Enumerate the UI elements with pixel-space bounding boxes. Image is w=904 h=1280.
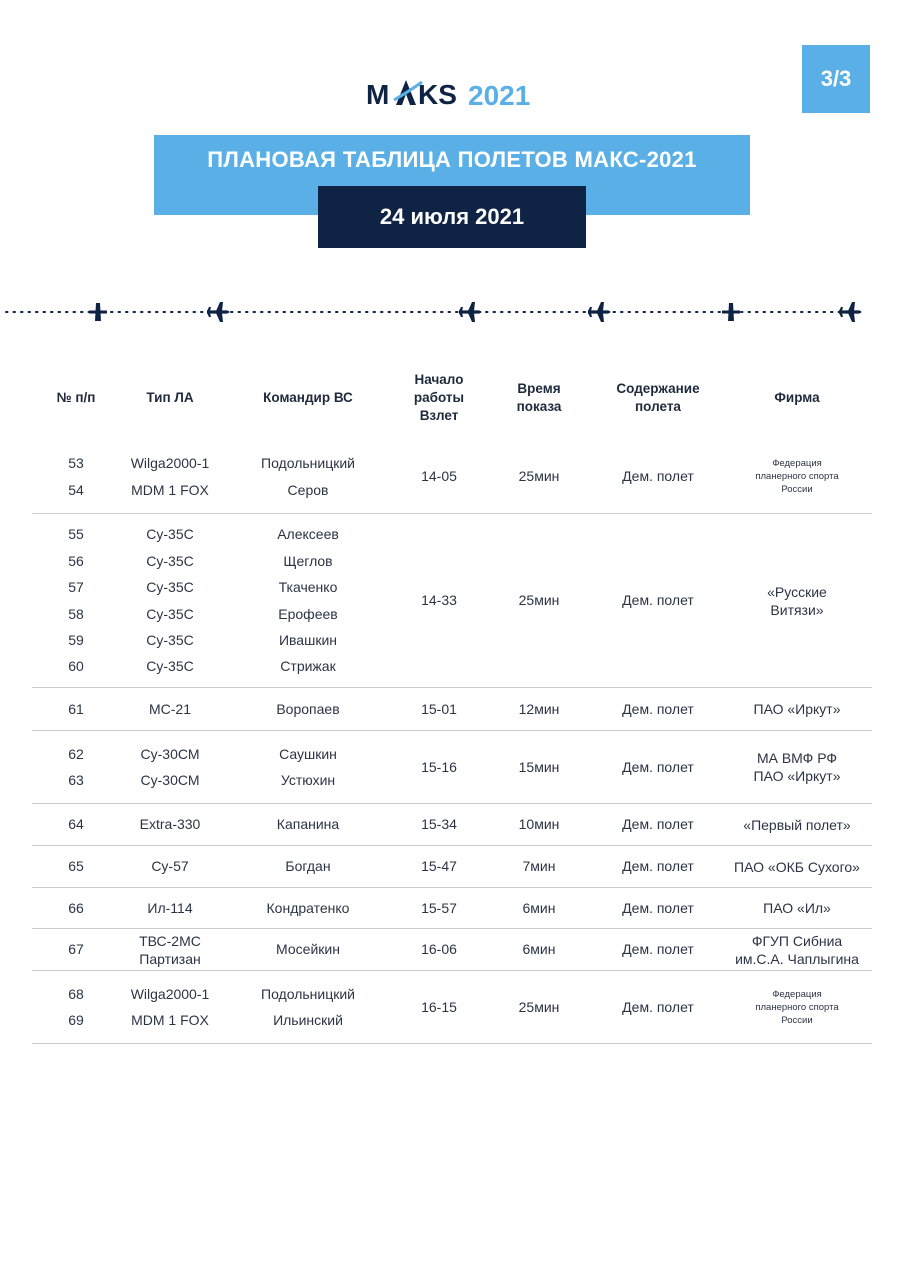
column-header-commander: Командир ВС — [263, 390, 353, 405]
cell-num-value: 65 — [68, 858, 84, 875]
cell-num-value: 63 — [68, 772, 84, 788]
cell-content — [594, 731, 722, 803]
cell-start-time-value: 15-57 — [421, 899, 457, 916]
cell-firm — [722, 440, 872, 513]
cell-num — [32, 888, 120, 928]
cell-commander — [247, 688, 369, 730]
cell-commander-value: Алексеев — [277, 526, 339, 543]
table-row — [32, 888, 872, 929]
cell-aircraft-type-value: Су-57 — [151, 858, 189, 875]
cell-firm — [722, 971, 872, 1043]
cell-content — [594, 929, 722, 970]
page-title: ПЛАНОВАЯ ТАБЛИЦА ПОЛЕТОВ МАКС-2021 — [154, 135, 750, 215]
cell-commander-value: Кондратенко — [266, 899, 350, 916]
cell-aircraft-type-value: Су-30СМ — [140, 772, 200, 788]
cell-start-time — [389, 514, 489, 687]
cell-start-time-value: 15-01 — [421, 700, 457, 717]
table-row — [32, 971, 872, 1044]
cell-commander — [247, 929, 369, 970]
cell-commander-value: Капанина — [276, 816, 340, 833]
cell-duration — [489, 804, 589, 845]
cell-firm — [722, 731, 872, 803]
column-header-type: Тип ЛА — [146, 390, 194, 405]
table-row — [32, 804, 872, 846]
cell-firm — [722, 888, 872, 928]
cell-firm — [722, 688, 872, 730]
cell-duration-value: 25мин — [518, 468, 560, 485]
cell-content-value: Дем. полет — [622, 700, 694, 717]
table-row — [32, 846, 872, 888]
cell-duration — [489, 846, 589, 887]
cell-content — [594, 514, 722, 687]
cell-firm-value: ПАО «ОКБ Сухого» — [734, 858, 860, 875]
cell-num — [32, 514, 120, 687]
cell-num — [32, 971, 120, 1043]
cell-content-value: Дем. полет — [622, 468, 694, 485]
cell-start-time — [389, 888, 489, 928]
cell-start-time-value: 15-34 — [421, 816, 457, 833]
table-row — [32, 440, 872, 514]
cell-commander-value: Подольницкий — [261, 455, 355, 472]
table-header — [32, 370, 872, 426]
schedule-date: 24 июля 2021 — [318, 186, 586, 248]
cell-aircraft-type-value: Су-35С — [146, 526, 194, 543]
flight-path-divider — [0, 296, 904, 328]
cell-num-value: 53 — [68, 455, 84, 472]
table-row — [32, 731, 872, 804]
cell-aircraft-type — [120, 929, 220, 970]
cell-commander-value: Ивашкин — [278, 631, 338, 648]
cell-aircraft-type — [120, 688, 220, 730]
cell-aircraft-type-value: Ил-114 — [147, 899, 193, 916]
cell-firm-value: ПАО «Ил» — [763, 900, 831, 916]
cell-commander — [247, 731, 369, 803]
cell-aircraft-type-value: Wilga2000-1 — [130, 455, 210, 472]
cell-commander-value: Мосейкин — [276, 941, 340, 958]
column-header-content: Содержание полета — [616, 381, 700, 414]
airplane-icon — [839, 302, 862, 322]
cell-duration — [489, 888, 589, 928]
cell-content — [594, 971, 722, 1043]
cell-firm-value: Федерация — [772, 458, 822, 469]
maks-logo — [366, 74, 542, 114]
cell-start-time — [389, 440, 489, 513]
cell-num — [32, 688, 120, 730]
cell-aircraft-type — [120, 804, 220, 845]
cell-aircraft-type-value: Су-35С — [146, 579, 194, 596]
cell-firm — [722, 514, 872, 687]
flight-table-body — [32, 440, 872, 1044]
cell-duration-value: 7мин — [522, 858, 556, 875]
cell-num-value: 69 — [68, 1012, 84, 1028]
cell-aircraft-type — [120, 514, 220, 687]
cell-firm-value: МА ВМФ РФ — [756, 750, 838, 766]
cell-content — [594, 688, 722, 730]
cell-duration — [489, 971, 589, 1043]
cell-num-value: 58 — [68, 605, 84, 622]
cell-aircraft-type-value: Партизан — [139, 950, 201, 967]
cell-firm — [722, 804, 872, 845]
cell-commander-value: Ильинский — [273, 1012, 343, 1028]
airplane-icon — [459, 302, 482, 322]
cell-commander-value: Саушкин — [279, 745, 337, 762]
cell-commander — [247, 440, 369, 513]
cell-duration — [489, 929, 589, 970]
cell-num-value: 66 — [68, 899, 84, 916]
cell-num — [32, 731, 120, 803]
cell-duration — [489, 688, 589, 730]
cell-firm-value: «Русские — [767, 583, 827, 600]
column-header-num: № п/п — [56, 390, 96, 405]
cell-firm-value: России — [781, 1014, 813, 1026]
cell-num-value: 61 — [68, 700, 84, 717]
cell-start-time — [389, 971, 489, 1043]
cell-commander — [247, 514, 369, 687]
cell-content — [594, 440, 722, 513]
cell-start-time — [389, 804, 489, 845]
cell-duration-value: 25мин — [518, 592, 560, 609]
cell-firm — [722, 846, 872, 887]
cell-start-time-value: 15-47 — [421, 858, 457, 875]
cell-start-time-value: 16-15 — [421, 998, 457, 1015]
cell-aircraft-type — [120, 971, 220, 1043]
cell-num — [32, 846, 120, 887]
cell-num-value: 68 — [68, 985, 84, 1002]
cell-aircraft-type-value: Extra-330 — [139, 816, 201, 833]
cell-aircraft-type — [120, 731, 220, 803]
cell-num — [32, 804, 120, 845]
cell-aircraft-type-value: Су-35С — [146, 631, 194, 648]
cell-firm-value: Витязи» — [770, 601, 824, 618]
column-header-firm: Фирма — [774, 390, 820, 405]
cell-start-time — [389, 929, 489, 970]
cell-aircraft-type-value: MDM 1 FOX — [131, 481, 209, 498]
cell-num — [32, 440, 120, 513]
airplane-icon — [722, 303, 740, 321]
column-header-start: Начало работы Взлет — [413, 372, 465, 423]
cell-num-value: 62 — [68, 745, 84, 762]
cell-duration — [489, 440, 589, 513]
cell-aircraft-type-value: MDM 1 FOX — [131, 1012, 209, 1028]
cell-num-value: 59 — [68, 631, 84, 648]
svg-text:M: M — [366, 79, 390, 110]
cell-content-value: Дем. полет — [622, 816, 694, 833]
cell-start-time — [389, 688, 489, 730]
cell-firm-value: Федерация — [772, 988, 822, 1000]
cell-aircraft-type-value: Су-35С — [146, 658, 194, 675]
cell-commander-value: Серов — [287, 481, 329, 498]
cell-aircraft-type-value: Су-35С — [146, 605, 194, 622]
cell-duration-value: 6мин — [522, 941, 556, 958]
cell-firm-value: планерного спорта — [755, 471, 839, 482]
cell-duration-value: 12мин — [518, 700, 560, 717]
cell-duration — [489, 514, 589, 687]
cell-aircraft-type-value: Су-35С — [146, 552, 194, 569]
cell-content-value: Дем. полет — [622, 899, 694, 916]
cell-aircraft-type-value: Wilga2000-1 — [130, 985, 210, 1002]
cell-start-time-value: 14-33 — [421, 592, 457, 609]
cell-content-value: Дем. полет — [622, 998, 694, 1015]
cell-firm-value: ПАО «Иркут» — [753, 701, 841, 717]
cell-aircraft-type-value: МС-21 — [148, 700, 191, 717]
cell-commander-value: Богдан — [285, 858, 331, 875]
cell-commander — [247, 888, 369, 928]
svg-text:2021: 2021 — [468, 80, 531, 111]
cell-start-time-value: 15-16 — [421, 758, 457, 775]
cell-content-value: Дем. полет — [622, 941, 694, 958]
cell-firm-value: им.С.А. Чаплыгина — [735, 950, 859, 967]
cell-start-time — [389, 846, 489, 887]
cell-duration-value: 15мин — [518, 758, 560, 775]
cell-start-time — [389, 731, 489, 803]
cell-content-value: Дем. полет — [622, 758, 694, 775]
cell-commander-value: Устюхин — [280, 772, 336, 788]
cell-duration-value: 6мин — [522, 899, 556, 916]
cell-firm — [722, 929, 872, 970]
cell-content-value: Дем. полет — [622, 858, 694, 875]
page-indicator: 3/3 — [802, 45, 870, 113]
cell-commander — [247, 804, 369, 845]
column-header-duration: Время показа — [516, 381, 562, 414]
cell-num-value: 57 — [68, 579, 84, 596]
cell-commander-value: Щеглов — [283, 552, 333, 569]
cell-aircraft-type — [120, 846, 220, 887]
airplane-icon — [207, 302, 230, 322]
cell-aircraft-type — [120, 440, 220, 513]
cell-start-time-value: 16-06 — [421, 941, 457, 958]
cell-content — [594, 888, 722, 928]
cell-num-value: 67 — [68, 941, 84, 958]
airplane-icon — [89, 303, 107, 321]
cell-duration — [489, 731, 589, 803]
cell-firm-value: ПАО «Иркут» — [753, 768, 841, 784]
svg-text:KS: KS — [418, 79, 457, 110]
cell-aircraft-type — [120, 888, 220, 928]
cell-duration-value: 10мин — [518, 816, 560, 833]
cell-aircraft-type-value: ТВС-2МС — [139, 932, 201, 949]
airplane-icon — [588, 302, 611, 322]
cell-aircraft-type-value: Су-30СМ — [140, 745, 200, 762]
cell-num-value: 60 — [68, 658, 84, 675]
cell-num-value: 56 — [68, 552, 84, 569]
cell-content-value: Дем. полет — [622, 592, 694, 609]
cell-commander-value: Стрижак — [280, 658, 336, 675]
table-row — [32, 929, 872, 971]
cell-commander — [247, 846, 369, 887]
cell-num-value: 54 — [68, 481, 84, 498]
cell-firm-value: «Первый полет» — [743, 816, 851, 833]
cell-num-value: 64 — [68, 816, 84, 833]
table-row — [32, 688, 872, 731]
cell-commander-value: Подольницкий — [261, 985, 355, 1002]
cell-firm-value: планерного спорта — [755, 1001, 839, 1013]
cell-firm-value: России — [781, 484, 813, 495]
cell-duration-value: 25мин — [518, 998, 560, 1015]
table-row — [32, 514, 872, 688]
cell-content — [594, 846, 722, 887]
cell-firm-value: ФГУП Сибниа — [751, 932, 843, 949]
cell-commander-value: Ерофеев — [278, 605, 338, 622]
cell-num-value: 55 — [68, 526, 84, 543]
cell-commander-value: Воропаев — [276, 700, 340, 717]
cell-num — [32, 929, 120, 970]
cell-start-time-value: 14-05 — [421, 468, 457, 485]
cell-commander — [247, 971, 369, 1043]
cell-commander-value: Ткаченко — [278, 579, 338, 596]
cell-content — [594, 804, 722, 845]
